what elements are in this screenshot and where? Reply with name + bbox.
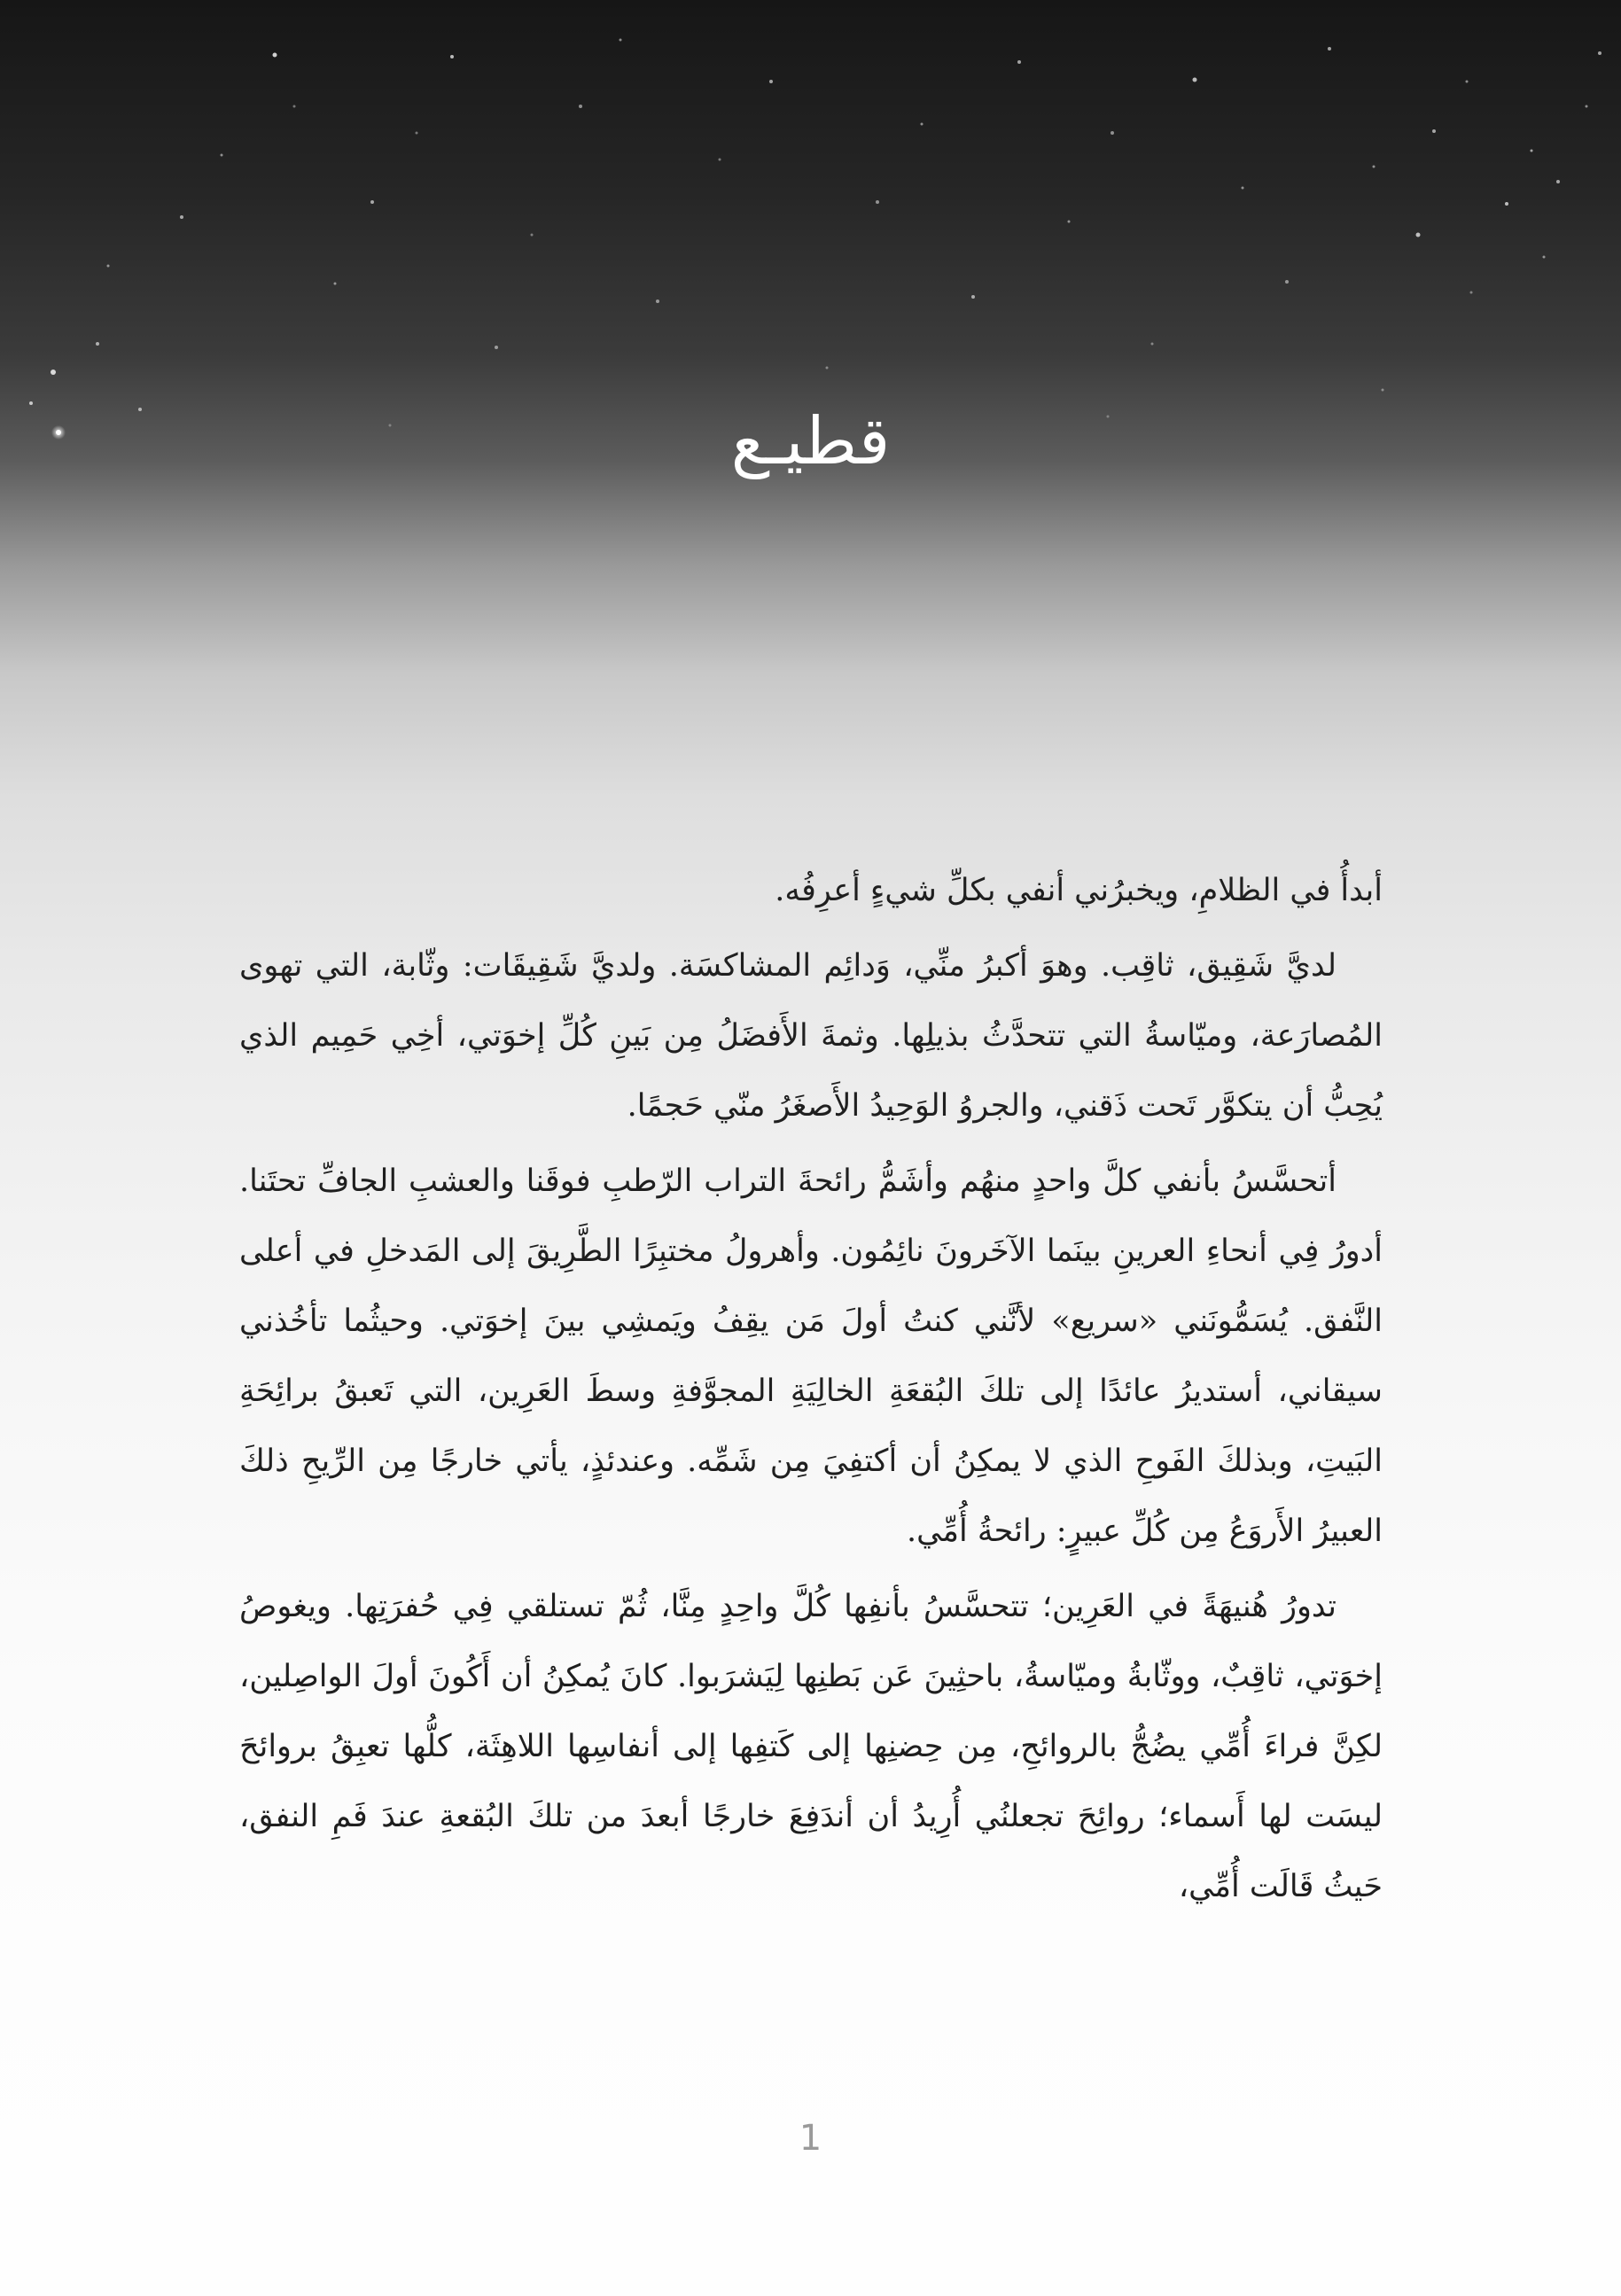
page-number: 1 xyxy=(799,2118,822,2159)
starry-sky-decoration xyxy=(0,0,1621,620)
paragraph-1: أبدأُ في الظلامِ، ويخبرُني أنفي بكلِّ شيءٍ أعرِفُه. xyxy=(775,873,1383,908)
story-body xyxy=(239,856,1383,1927)
paragraph-4: تدورُ هُنيهَةً في العَرِين؛ تتحسَّسُ بأنفِها كُلَّ واحِدٍ مِنَّا، ثُمّ تستلقي فِي حُفرَتِها. ويغوصُ إخوَتي، ثاقِبٌ، ووثّابةُ وميّاسةُ، باحثِينَ عَن بَطنِها لِيَشرَبوا. كانَ يُمكِنُ أن أَكُونَ أولَ الواصِلين، لكِنَّ فراءَ أُمِّي يضُجُّ بالروائحِ، مِن حِضنِها إلى كَتفِها إلى أنفاسِها اللاهِثَة، كلُّها تعبِقُ بروائحَ ليسَت لها أَسماء؛ روائِحَ تجعلنُي أُرِيدُ أن أندَفِعَ خارجًا أبعدَ من تلكَ البُقعةِ عندَ فَمِ النفق، حَيثُ قَالَت أُمِّي، xyxy=(239,1589,1383,1904)
paragraph-3: أتحسَّسُ بأنفي كلَّ واحدٍ منهُم وأشَمُّ رائحةَ التراب الرّطبِ فوقَنا والعشبِ الجافِّ تحتَنا. أدورُ فِي أنحاءِ العرينِ بينَما الآخَرونَ نائِمُون. وأهرولُ مختبِرًا الطَّرِيقَ إلى المَدخلِ في أعلى النَّفق. يُسَمُّونَني «سريع» لأنَّني كنتُ أولَ مَن يقِفُ ويَمشِي بينَ إخوَتي. وحيثُما تأخُذني سيقاني، أستديرُ عائدًا إلى تلكَ البُقعَةِ الخالِيَةِ المجوَّفةِ وسطَ العَرِين، التي تَعبقُ برائِحَةِ البَيتِ، وبذلكَ الفَوحِ الذي لا يمكِنُ أن أكتفِيَ مِن شَمِّه. وعندئذٍ، يأتي خارجًا مِن الرِّيحِ ذلكَ العبيرُ الأَروَعُ مِن كُلِّ عبيرٍ: رائحةُ أُمِّي. xyxy=(239,1164,1383,1549)
paragraph-2: لديَّ شَقِيق، ثاقِب. وهوَ أكبرُ منِّي، وَدائِم المشاكسَة. ولديَّ شَقِيقَات: وثّابة، التي تهوى المُصارَعة، وميّاسةُ التي تتحدَّثُ بذيلِها. وثمةَ الأَفضَلُ مِن بَينِ كُلِّ إخوَتي، أخِي حَمِيم الذي يُحِبُّ أن يتكوَّر تَحت ذَقني، والجروُ الوَحِيدُ الأَصغَرُ منّي حَجمًا. xyxy=(239,948,1383,1124)
chapter-title: قطيـع xyxy=(730,403,891,479)
